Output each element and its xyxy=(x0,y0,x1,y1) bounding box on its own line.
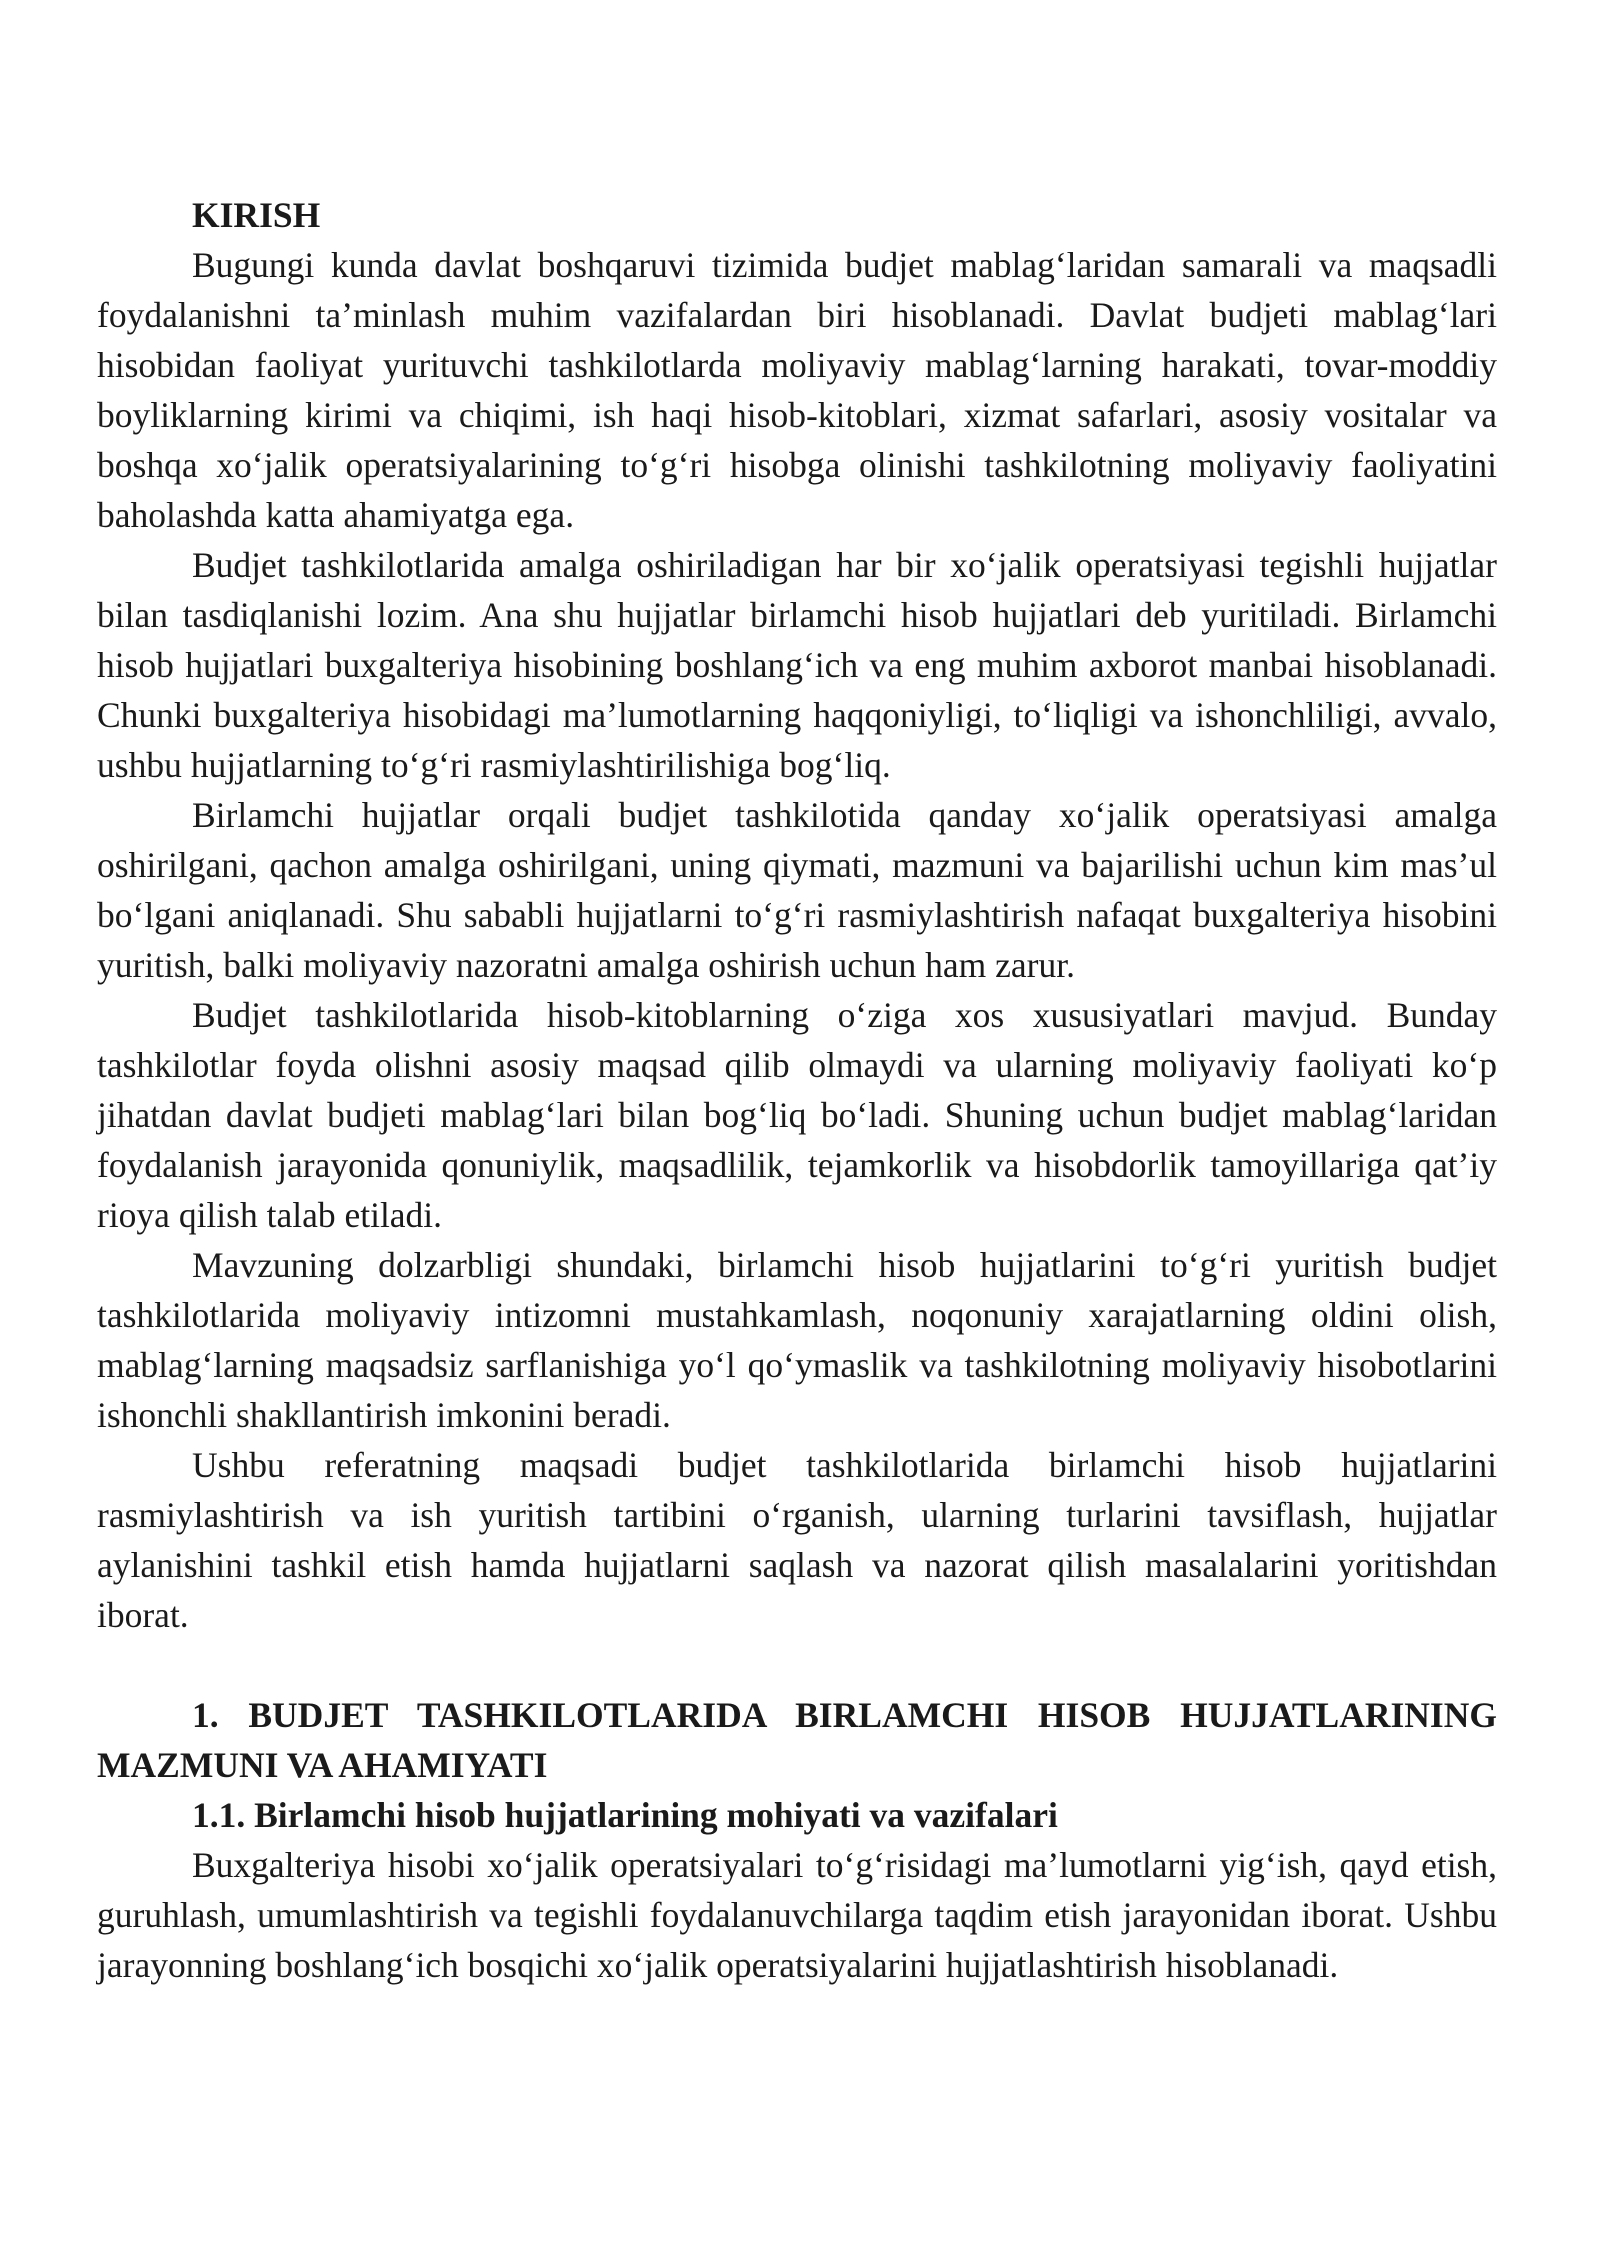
subsection-title: 1.1. Birlamchi hisob hujjatlarining mohiyati va vazifalari xyxy=(192,1795,1058,1835)
intro-heading: KIRISH xyxy=(192,195,321,235)
intro-paragraph-1: Bugungi kunda davlat boshqaruvi tizimida budjet mablag‘laridan samarali va maqsadli foydalanishni ta’minlash muhim vazifalardan biri hisoblanadi. Davlat budjeti mablag‘lari hisobidan faoliyat yurituvchi tashkilotlarda moliyaviy mablag‘larning harakati, tovar-moddiy boyliklarning kirimi va chiqimi, ish haqi hisob-kitoblari, xizmat safarlari, asosiy vositalar va boshqa xo‘jalik operatsiyalarining to‘g‘ri hisobga olinishi tashkilotning moliyaviy faoliyatini baholashda katta ahamiyatga ega. xyxy=(97,245,1497,535)
intro-paragraph-5: Mavzuning dolzarbligi shundaki, birlamchi hisob hujjatlarini to‘g‘ri yuritish budjet tashkilotlarida moliyaviy intizomni mustahkamlash, noqonuniy xarajatlarning oldini olish, mablag‘larning maqsadsiz sarflanishiga yo‘l qo‘ymaslik va tashkilotning moliyaviy hisobotlarini ishonchli shakllantirish imkonini beradi. xyxy=(97,1245,1497,1435)
intro-paragraph-3: Birlamchi hujjatlar orqali budjet tashkilotida qanday xo‘jalik operatsiyasi amalga oshirilgani, qachon amalga oshirilgani, uning qiymati, mazmuni va bajarilishi uchun kim mas’ul bo‘lgani aniqlanadi. Shu sababli hujjatlarni to‘g‘ri rasmiylashtirish nafaqat buxgalteriya hisobini yuritish, balki moliyaviy nazoratni amalga oshirish uchun ham zarur. xyxy=(97,795,1497,985)
section-paragraph-1: Buxgalteriya hisobi xo‘jalik operatsiyalari to‘g‘risidagi ma’lumotlarni yig‘ish, qayd etish, guruhlash, umumlashtirish va tegishli foydalanuvchilarga taqdim etish jarayonidan iborat. Ushbu jarayonning boshlang‘ich bosqichi xo‘jalik operatsiyalarini hujjatlashtirish hisoblanadi. xyxy=(97,1845,1497,1985)
section-title: 1. BUDJET TASHKILOTLARIDA BIRLAMCHI HISOB HUJJATLARINING MAZMUNI VA AHAMIYATI xyxy=(97,1695,1497,1785)
intro-paragraph-6: Ushbu referatning maqsadi budjet tashkilotlarida birlamchi hisob hujjatlarini rasmiylashtirish va ish yuritish tartibini o‘rganish, ularning turlarini tavsiflash, hujjatlar aylanishini tashkil etish hamda hujjatlarni saqlash va nazorat qilish masalalarini yoritishdan iborat. xyxy=(97,1445,1497,1635)
intro-paragraph-2: Budjet tashkilotlarida amalga oshiriladigan har bir xo‘jalik operatsiyasi tegishli hujjatlar bilan tasdiqlanishi lozim. Ana shu hujjatlar birlamchi hisob hujjatlari deb yuritiladi. Birlamchi hisob hujjatlari buxgalteriya hisobining boshlang‘ich va eng muhim axborot manbai hisoblanadi. Chunki buxgalteriya hisobidagi ma’lumotlarning haqqoniyligi, to‘liqligi va ishonchliligi, avvalo, ushbu hujjatlarning to‘g‘ri rasmiylashtirilishiga bog‘liq. xyxy=(97,545,1497,785)
intro-paragraph-4: Budjet tashkilotlarida hisob-kitoblarning o‘ziga xos xususiyatlari mavjud. Bunday tashkilotlar foyda olishni asosiy maqsad qilib olmaydi va ularning moliyaviy faoliyati ko‘p jihatdan davlat budjeti mablag‘lari bilan bog‘liq bo‘ladi. Shuning uchun budjet mablag‘laridan foydalanish jarayonida qonuniylik, maqsadlilik, tejamkorlik va hisobdorlik tamoyillariga qat’iy rioya qilish talab etiladi. xyxy=(97,995,1497,1235)
document-page xyxy=(97,190,1497,1990)
